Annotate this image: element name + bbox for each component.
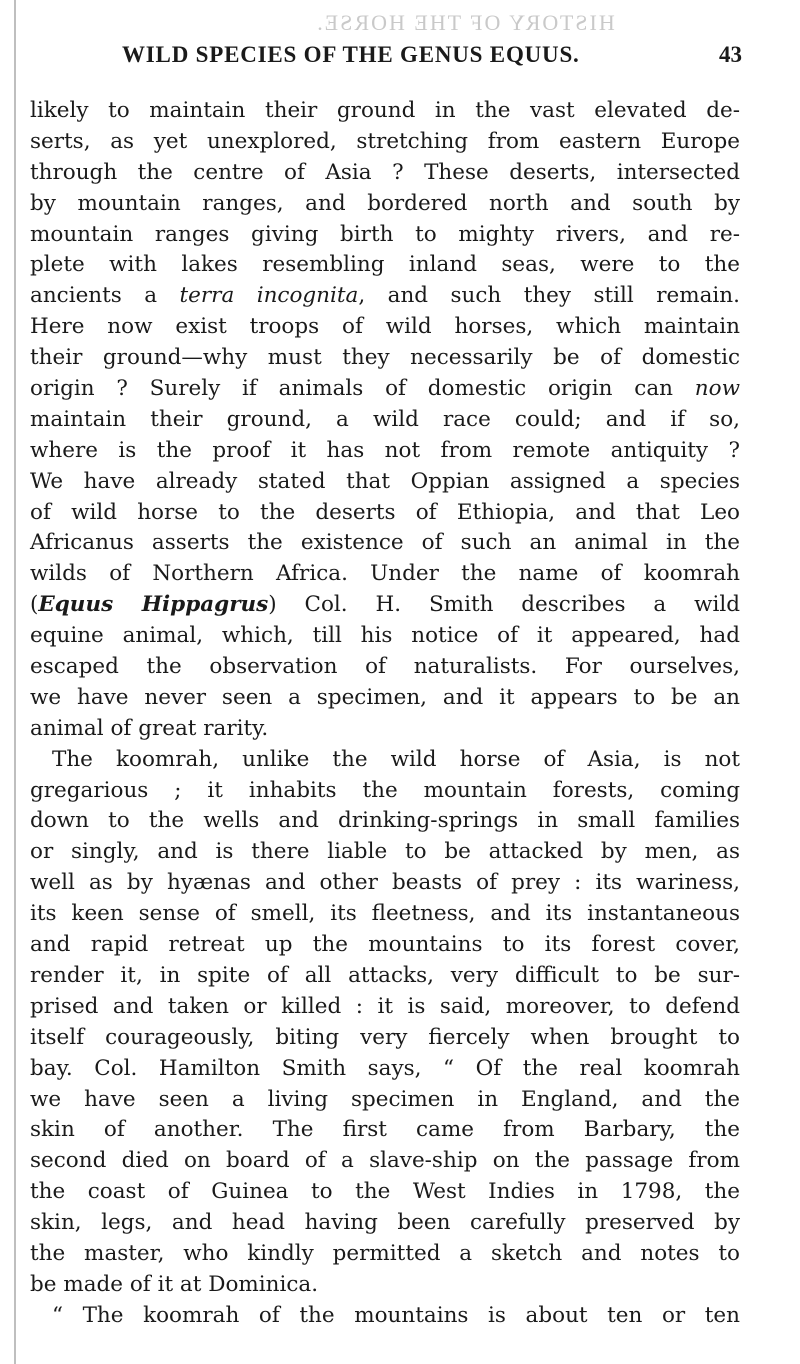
text-line: [30, 528, 740, 559]
text-segment: of wild horse to the deserts of Ethiopia, and that Leo: [30, 499, 740, 525]
text-line: [30, 1115, 740, 1146]
text-segment: ) Col. H. Smith describes a wild: [268, 592, 740, 618]
text-line: [30, 1270, 740, 1301]
text-line: [30, 899, 740, 930]
text-line: [30, 992, 740, 1023]
text-segment: gregarious ; it inhabits the mountain forests, coming: [30, 777, 740, 803]
text-line: [30, 127, 740, 158]
page-number: 43: [719, 42, 742, 67]
text-line: [30, 837, 740, 868]
text-segment: well as by hyænas and other beasts of prey : its wariness,: [30, 870, 740, 896]
text-line: [30, 868, 740, 899]
text-segment: bay. Col. Hamilton Smith says, “ Of the real koomrah: [30, 1055, 740, 1081]
text-segment: by mountain ranges, and bordered north and south by: [30, 190, 740, 216]
text-line: [30, 621, 740, 652]
text-line: [30, 1208, 740, 1239]
text-segment: we have never seen a specimen, and it appears to be an: [30, 684, 740, 710]
text-segment: their ground—why must they necessarily be of domestic: [30, 345, 740, 371]
text-line: [30, 312, 740, 343]
text-line: [30, 1054, 740, 1085]
text-segment: where is the proof it has not from remote antiquity ?: [30, 437, 740, 463]
page-header: [122, 42, 742, 74]
text-segment: equine animal, which, till his notice of it appeared, had: [30, 623, 740, 649]
text-segment: The koomrah, unlike the wild horse of Asia, is not: [52, 746, 740, 772]
text-segment: (: [30, 592, 39, 618]
text-line: [30, 1146, 740, 1177]
text-segment: plete with lakes resembling inland seas, were to the: [30, 252, 740, 278]
text-line: [30, 1023, 740, 1054]
text-segment: down to the wells and drinking-springs in small families: [30, 808, 740, 834]
italic-term: Equus Hippagrus: [38, 592, 269, 618]
text-segment: mountain ranges giving birth to mighty rivers, and re-: [30, 221, 740, 247]
text-line: [30, 930, 740, 961]
text-line: [30, 467, 740, 498]
text-segment: prised and taken or killed : it is said, moreover, to defend: [30, 993, 740, 1019]
bleed-through-text: HISTORY OF THE HORSE.: [315, 10, 615, 35]
text-line: [30, 1301, 740, 1332]
text-line: [30, 220, 740, 251]
body-text: [30, 96, 740, 1332]
text-segment: Here now exist troops of wild horses, which maintain: [30, 314, 740, 340]
text-segment: its keen sense of smell, its fleetness, and its instantaneous: [30, 901, 740, 927]
text-segment: maintain their ground, a wild race could; and if so,: [30, 406, 740, 432]
text-segment: the master, who kindly permitted a sketch and notes to: [30, 1240, 740, 1266]
gutter-shadow: [14, 0, 16, 1364]
text-segment: skin of another. The first came from Barbary, the: [30, 1117, 740, 1143]
text-line: [30, 1085, 740, 1116]
text-segment: and rapid retreat up the mountains to its forest cover,: [30, 932, 740, 958]
text-segment: through the centre of Asia ? These deserts, intersected: [30, 159, 740, 185]
text-line: [30, 590, 740, 621]
text-segment: second died on board of a slave-ship on the passage from: [30, 1148, 740, 1174]
text-segment: render it, in spite of all attacks, very difficult to be sur-: [30, 962, 740, 988]
text-segment: Africanus asserts the existence of such an animal in the: [30, 530, 740, 556]
italic-term: terra incognita: [179, 283, 359, 309]
text-segment: likely to maintain their ground in the vast elevated de-: [30, 98, 740, 123]
text-line: [30, 961, 740, 992]
text-line: [30, 189, 740, 220]
running-head: WILD SPECIES OF THE GENUS EQUUS.: [122, 42, 580, 67]
text-line: [30, 158, 740, 189]
text-segment: origin ? Surely if animals of domestic origin can: [30, 376, 695, 402]
text-line: [30, 96, 740, 127]
text-line: [30, 1177, 740, 1208]
text-segment: be made of it at Dominica.: [30, 1271, 319, 1297]
italic-term: now: [694, 376, 740, 402]
text-segment: , and such they still remain.: [358, 283, 740, 309]
text-line: [30, 806, 740, 837]
text-line: [30, 559, 740, 590]
text-segment: itself courageously, biting very fiercely when brought to: [30, 1024, 740, 1050]
text-segment: wilds of Northern Africa. Under the name of koomrah: [30, 561, 740, 587]
text-line: [30, 1239, 740, 1270]
text-segment: serts, as yet unexplored, stretching from eastern Europe: [30, 128, 740, 154]
text-line: [30, 436, 740, 467]
text-line: [30, 405, 740, 436]
text-segment: the coast of Guinea to the West Indies in 1798, the: [30, 1179, 740, 1205]
text-line: [30, 281, 740, 312]
text-line: [30, 250, 740, 281]
text-line: [30, 498, 740, 529]
text-segment: we have seen a living specimen in England, and the: [30, 1086, 740, 1112]
text-line: [30, 343, 740, 374]
text-line: [30, 374, 740, 405]
text-line: [30, 776, 740, 807]
text-line: [30, 683, 740, 714]
text-line: [30, 745, 740, 776]
text-segment: or singly, and is there liable to be attacked by men, as: [30, 839, 740, 865]
text-line: [30, 714, 740, 745]
text-segment: escaped the observation of naturalists. For ourselves,: [30, 654, 740, 680]
text-line: [30, 652, 740, 683]
text-segment: animal of great rarity.: [30, 715, 269, 741]
text-segment: ancients a: [30, 283, 180, 309]
text-segment: skin, legs, and head having been carefully preserved by: [30, 1210, 740, 1236]
text-segment: We have already stated that Oppian assigned a species: [30, 468, 740, 494]
text-segment: “ The koomrah of the mountains is about ten or ten: [52, 1302, 740, 1328]
